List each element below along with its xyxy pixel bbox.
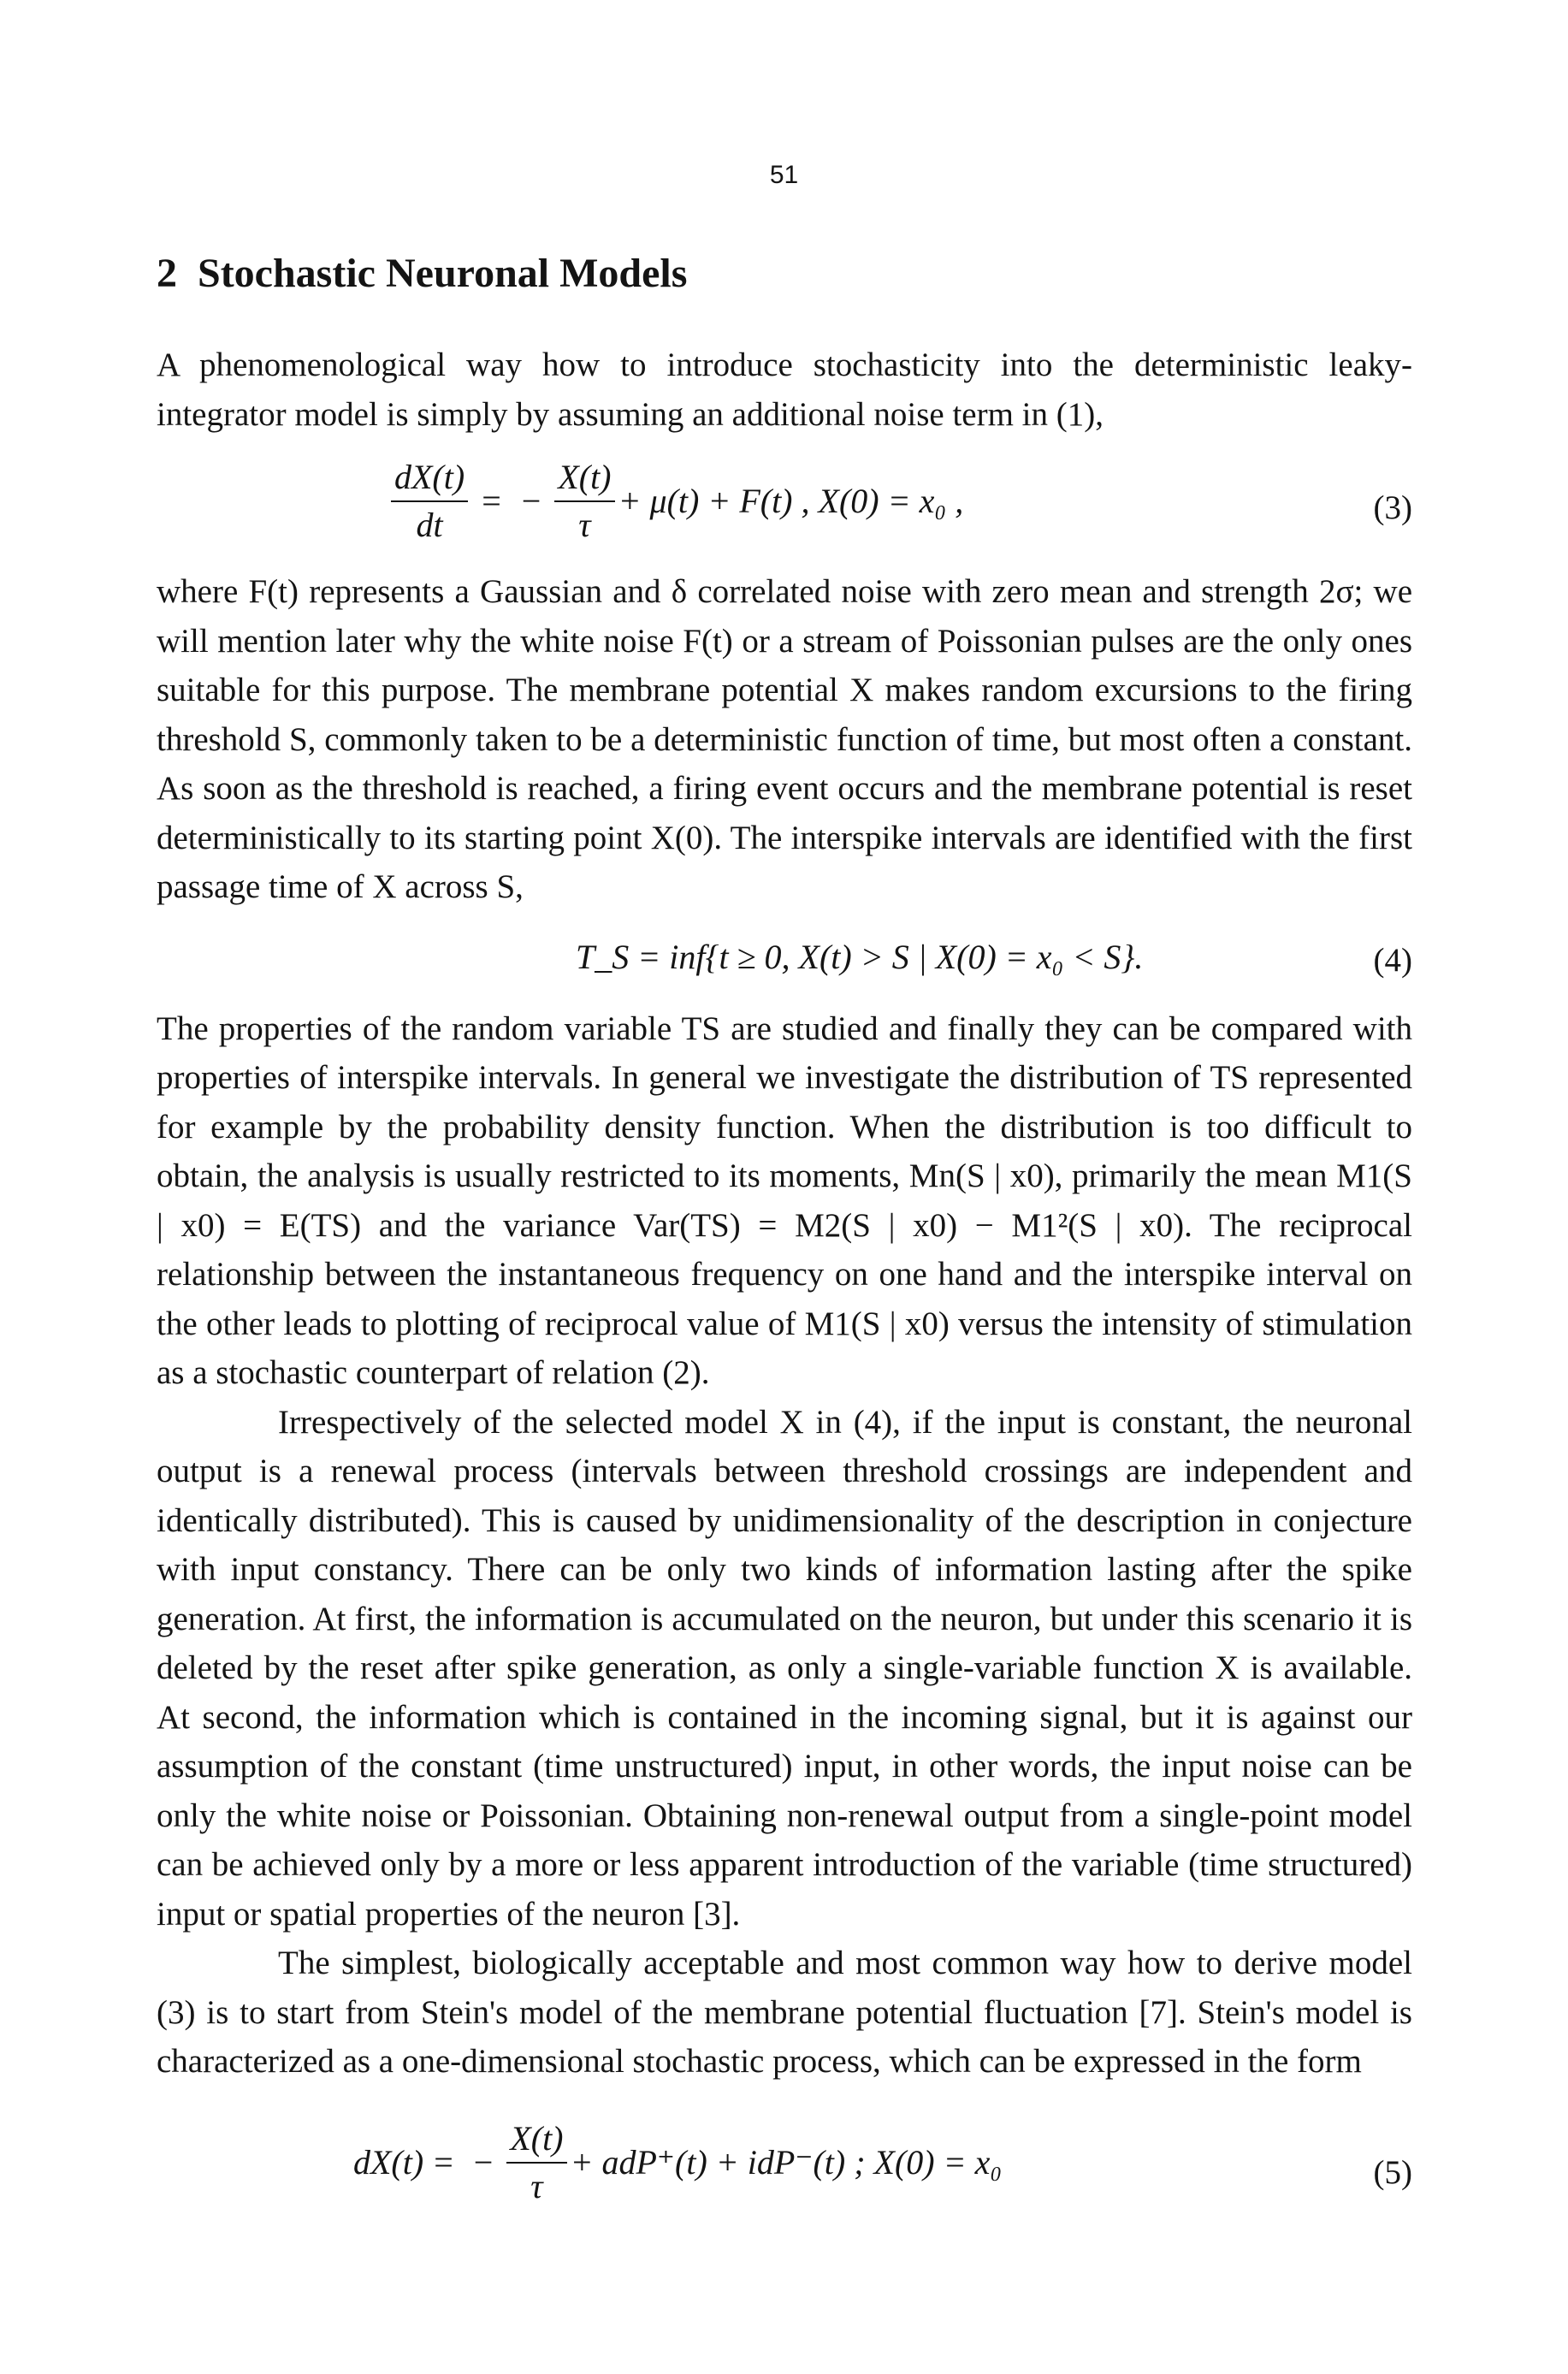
equation-3 — [157, 451, 1412, 562]
equation-3-lhs-numerator: dX(t) — [391, 458, 468, 502]
equation-3-lhs-fraction — [391, 458, 468, 545]
paragraph-moments: The properties of the random variable TS are studied and finally they can be compared with properties of interspike intervals. In general we investigate the distribution of TS represented for example by the probability density function. When the distribution is too difficult to obtain, the analysis is usually restricted to its moments, Mn(S | x0), primarily the mean M1(S | x0) = E(TS) and the variance Var(TS) = M2(S | x0) − M1²(S | x0). The reciprocal relationship between the instantaneous frequency on one hand and the interspike interval on the other leads to plotting of reciprocal value of M1(S | x0) versus the intensity of stimulation as a stochastic counterpart of relation (2). — [157, 1009, 1412, 1391]
equation-3-minus: − — [521, 482, 541, 521]
equation-4-body — [576, 932, 1143, 982]
equation-5-rhs-fraction — [506, 2119, 566, 2206]
page-content — [157, 248, 1412, 2223]
equation-4 — [157, 919, 1412, 992]
equation-5-minus: − — [473, 2142, 494, 2182]
equation-4-text: T_S = inf{t ≥ 0, X(t) > S | X(0) = x₀ < S}. — [576, 937, 1144, 976]
equation-3-equals: = — [482, 482, 501, 521]
equation-5-rhs-denominator: τ — [530, 2166, 543, 2205]
equation-3-label: (3) — [1373, 489, 1412, 526]
equation-5-rest: + adP⁺(t) + idP⁻(t) ; X(0) = x₀ — [570, 2142, 1003, 2182]
equation-5-lhs: dX(t) — [353, 2142, 424, 2182]
equation-5-equals: = — [434, 2142, 453, 2182]
paragraph-stein: The simplest, biologically acceptable and most common way how to derive model (3) is to start from Stein's model of the membrane potential fluctuation [7]. Stein's model is characterized as a one-dimensional stochastic process, which can be expressed in the form — [157, 1945, 1412, 2080]
equation-5-label: (5) — [1373, 2153, 1412, 2191]
paragraph-threshold: where F(t) represents a Gaussian and δ correlated noise with zero mean and strength 2σ; we will mention later why the white noise F(t) or a stream of Poissonian pulses are the only ones suitable for this purpose. The membrane potential X makes random excursions to the firing threshold S, commonly taken to be a deterministic function of time, but most often a constant. As soon as the threshold is reached, a firing event occurs and the membrane potential is reset deterministically to its starting point X(0). The interspike intervals are identified with the first passage time of X across S, — [157, 573, 1412, 905]
equation-3-rhs-numerator: X(t) — [554, 458, 614, 502]
equation-3-rest: + μ(t) + F(t) , X(0) = x₀ , — [618, 482, 964, 521]
equation-3-rhs-fraction — [554, 458, 614, 545]
paragraph-renewal: Irrespectively of the selected model X in (4), if the input is constant, the neuronal output is a renewal process (intervals between threshold crossings are independent and identically distributed). This is caused by unidimensionality of the description in conjecture with input constancy. There can be only two kinds of information lasting after the spike generation. At first, the information is accumulated on the neuron, but under this scenario it is deleted by the reset after spike generation, as only a single-variable function X is available. At second, the information which is contained in the incoming signal, but it is against our assumption of the constant (time unstructured) input, in other words, the input noise can be only the white noise or Poissonian. Obtaining non-renewal output from a single-point model can be achieved only by a more or less apparent introduction of the variable (time structured) input or spatial properties of the neuron [3]. — [157, 1403, 1412, 1933]
equation-3-lhs-denominator: dt — [416, 506, 443, 544]
equation-3-rhs-denominator: τ — [578, 506, 591, 544]
equation-3-body — [388, 458, 963, 545]
section-heading — [157, 248, 1412, 299]
section-number: 2 — [157, 251, 177, 296]
equation-4-label: (4) — [1373, 941, 1412, 979]
page-number: 51 — [769, 161, 799, 189]
paragraph-intro: A phenomenological way how to introduce stochasticity into the deterministic leaky-integrator model is simply by assuming an additional noise term in (1), — [157, 346, 1412, 433]
equation-5-body — [353, 2119, 1002, 2206]
section-title: Stochastic Neuronal Models — [198, 251, 688, 296]
equation-5-rhs-numerator: X(t) — [506, 2119, 566, 2164]
equation-5 — [157, 2104, 1412, 2223]
